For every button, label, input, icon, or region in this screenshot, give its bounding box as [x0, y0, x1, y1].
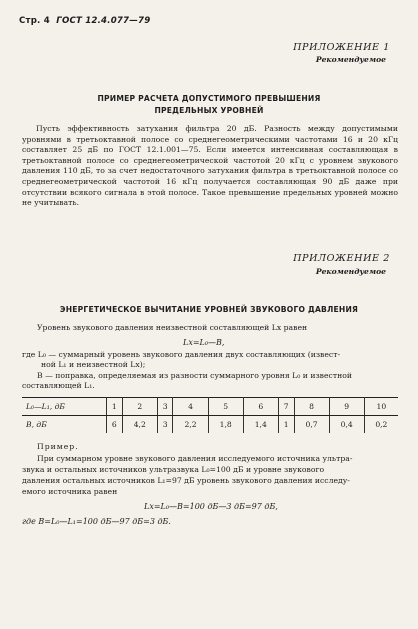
appendix-1-heading-line-2: ПРЕДЕЛЬНЫХ УРОВНЕЙ: [154, 106, 264, 115]
intro-line: Уровень звукового давления неизвестной составляющей Lx равен: [37, 323, 308, 332]
example-line-1: При суммарном уровне звукового давления исследуемого источника ультра-: [37, 454, 353, 463]
table-cell: 4: [173, 398, 208, 416]
where-line-1: где L₀ — суммарный уровень звукового давления двух составляющих (извест-: [22, 350, 341, 359]
b-line-2: составляющей L₁.: [22, 381, 95, 390]
appendix-2-status: Рекомендуемое: [315, 267, 386, 276]
b-line-1: B — поправка, определяемая из разности суммарного уровня L₀ и известной: [37, 371, 352, 380]
table-cell: 2: [122, 398, 157, 416]
table-row: [22, 416, 398, 434]
table-cell: 1: [107, 398, 123, 416]
formula-main: Lx=L₀—B,: [183, 338, 225, 347]
table-row: [22, 398, 398, 416]
example-line-2: звука и остальных источников ультразвука L₀=100 дБ и уровне звукового: [22, 465, 325, 474]
appendix-1-title: ПРИЛОЖЕНИЕ 1: [293, 42, 390, 53]
table-cell: 5: [208, 398, 243, 416]
table-cell: 6: [243, 398, 278, 416]
table-cell: 4,2: [122, 416, 157, 434]
example-label: Пример.: [37, 442, 79, 451]
table-cell: 2,2: [173, 416, 208, 434]
formula-result: Lx=L₀—B=100 дБ—3 дБ=97 дБ,: [144, 502, 278, 511]
table-cell: 6: [107, 416, 123, 434]
appendix-1-status: Рекомендуемое: [315, 55, 386, 64]
table-cell: 8: [294, 398, 329, 416]
page-header: [19, 16, 150, 26]
appendix-2-title: ПРИЛОЖЕНИЕ 2: [293, 253, 390, 264]
appendix-2-heading: ЭНЕРГЕТИЧЕСКОЕ ВЫЧИТАНИЕ УРОВНЕЙ ЗВУКОВОГО ДАВЛЕНИЯ: [59, 305, 359, 314]
table-cell: 9: [329, 398, 364, 416]
table-cell: 0,4: [329, 416, 364, 434]
where-line-2: ной L₁ и неизвестной Lx);: [41, 360, 146, 369]
appendix-1-paragraph: Пусть эффективность затухания фильтра 20 дБ. Разность между допустимыми уровнями в третьоктавной полосе со среднегеометрическими частотами 16 и 20 кГц составляет 25 дБ по ГОСТ 12.1.001—75. Если имеется интенсивная составляющая в третьоктавной полосе со среднегеометрической частотой 20 кГц с уровнем звукового давления 110 дБ, то за счет недостаточного затухания фильтра в третьоктавной полосе со среднегеометрической частотой 16 кГц получается составляющая 90 дБ даже при отсутствии всякого сигнала в этой полосе. Такое превышение предельных уровней можно не учитывать.: [22, 124, 398, 208]
table-cell: 3: [157, 416, 173, 434]
standard-number: ГОСТ 12.4.077—79: [56, 16, 151, 26]
table-cell: 1: [278, 416, 294, 434]
table-cell: 7: [278, 398, 294, 416]
example-line-3: давления остальных источников L₁=97 дБ уровень звукового давления исследу-: [22, 476, 350, 485]
row-label-correction: B, дБ: [22, 416, 107, 434]
table-cell: 10: [364, 398, 398, 416]
table-cell: 3: [157, 398, 173, 416]
formula-correction: где B=L₀—L₁=100 дБ—97 дБ=3 дБ.: [22, 517, 171, 526]
correction-table: [22, 397, 398, 433]
appendix-1-heading-line-1: ПРИМЕР РАСЧЕТА ДОПУСТИМОГО ПРЕВЫШЕНИЯ: [97, 94, 321, 103]
table-cell: 1,4: [243, 416, 278, 434]
example-line-4: емого источника равен: [22, 487, 118, 496]
page-label: Стр. 4: [19, 16, 50, 26]
row-label-difference: L₀—L₁, дБ: [22, 398, 107, 416]
table-cell: 1,8: [208, 416, 243, 434]
table-cell: 0,2: [364, 416, 398, 434]
table-cell: 0,7: [294, 416, 329, 434]
